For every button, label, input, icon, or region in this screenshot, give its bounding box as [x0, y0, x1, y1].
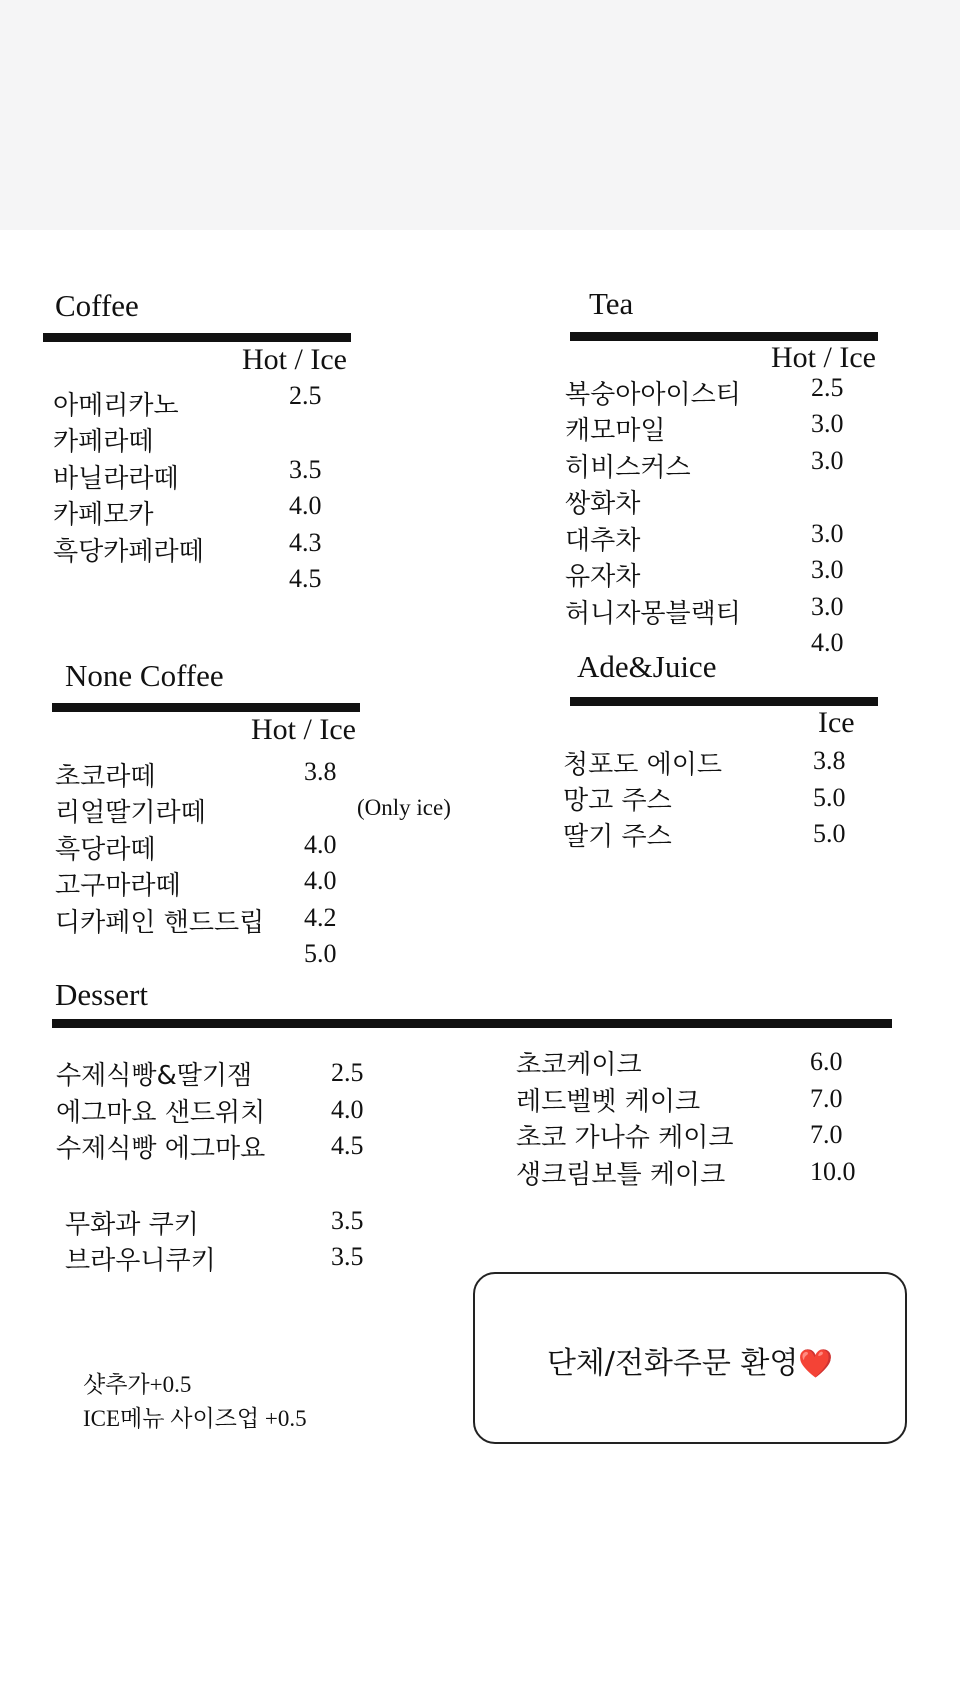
coffee-item: 아메리카노 [53, 391, 179, 421]
coffee-item: 바닐라라떼 [53, 464, 179, 494]
none-coffee-item: 고구마라떼 [55, 871, 181, 901]
coffee-column-header: Hot / Ice [242, 343, 347, 376]
tea-price: 2.5 [811, 373, 844, 402]
dessert-item: 수제식빵&딸기잼 [56, 1061, 253, 1091]
none-coffee-price: 4.0 [304, 830, 337, 859]
cake-item: 레드벨벳 케이크 [516, 1087, 701, 1117]
tea-price: 3.0 [811, 446, 844, 475]
tea-price: 3.0 [811, 592, 844, 621]
heart-icon: ❤️ [798, 1347, 834, 1380]
none-coffee-divider [52, 703, 360, 712]
only-ice-note: (Only ice) [357, 795, 451, 820]
tea-item: 허니자몽블랙티 [565, 599, 741, 629]
ade-juice-item: 딸기 주스 [563, 822, 672, 852]
dessert-divider [52, 1019, 892, 1028]
tea-price: 3.0 [811, 555, 844, 584]
ade-juice-divider [570, 697, 878, 706]
none-coffee-item: 디카페인 핸드드립 [55, 908, 265, 938]
ade-juice-item: 망고 주스 [563, 786, 672, 816]
cookie-price: 3.5 [331, 1206, 364, 1235]
ade-juice-item: 청포도 에이드 [563, 750, 722, 780]
none-coffee-item: 리얼딸기라떼 [55, 798, 206, 828]
top-blank-band [0, 0, 960, 230]
tea-price: 3.0 [811, 409, 844, 438]
cake-price: 7.0 [810, 1120, 843, 1149]
none-coffee-price: 5.0 [304, 939, 337, 968]
coffee-divider [43, 333, 351, 342]
coffee-item: 카페라떼 [53, 427, 154, 457]
cake-price: 6.0 [810, 1047, 843, 1076]
coffee-item: 카페모카 [53, 500, 154, 530]
tea-item: 쌍화차 [565, 489, 641, 519]
tea-divider [570, 332, 878, 341]
group-order-text: 단체/전화주문 환영 [546, 1346, 799, 1381]
extra-shot-note: 샷추가+0.5 [83, 1372, 192, 1397]
group-order-text-line [475, 1338, 905, 1382]
none-coffee-price: 4.0 [304, 866, 337, 895]
tea-item: 히비스커스 [565, 453, 691, 483]
tea-column-header: Hot / Ice [771, 341, 876, 374]
ade-juice-price: 5.0 [813, 783, 846, 812]
none-coffee-price: 4.2 [304, 903, 337, 932]
tea-item: 대추차 [565, 526, 641, 556]
coffee-price: 4.5 [289, 564, 322, 593]
dessert-price: 4.0 [331, 1095, 364, 1124]
cake-item: 초코 가나슈 케이크 [516, 1123, 734, 1153]
dessert-price: 4.5 [331, 1131, 364, 1160]
cake-item: 생크림보틀 케이크 [516, 1160, 726, 1190]
tea-price: 3.0 [811, 519, 844, 548]
cake-price: 10.0 [810, 1157, 856, 1186]
ade-juice-price: 3.8 [813, 746, 846, 775]
dessert-price: 2.5 [331, 1058, 364, 1087]
tea-title: Tea [589, 286, 634, 321]
dessert-title: Dessert [55, 977, 148, 1012]
ade-juice-title: Ade&Juice [577, 649, 717, 684]
cake-item: 초코케이크 [516, 1050, 642, 1080]
coffee-price: 2.5 [289, 381, 322, 410]
cookie-price: 3.5 [331, 1242, 364, 1271]
cake-price: 7.0 [810, 1084, 843, 1113]
none-coffee-item: 흑당라떼 [55, 835, 156, 865]
coffee-price: 4.3 [289, 528, 322, 557]
ade-juice-price: 5.0 [813, 819, 846, 848]
dessert-item: 에그마요 샌드위치 [56, 1098, 266, 1128]
none-coffee-item: 초코라떼 [55, 762, 156, 792]
tea-item: 유자차 [565, 562, 641, 592]
tea-item: 복숭아아이스티 [565, 380, 741, 410]
coffee-item: 흑당카페라떼 [53, 537, 204, 567]
ice-size-up-note: ICE메뉴 사이즈업 +0.5 [83, 1406, 307, 1431]
group-order-banner [473, 1272, 907, 1444]
none-coffee-title: None Coffee [65, 658, 224, 693]
cookie-item: 무화과 쿠키 [65, 1210, 199, 1240]
none-coffee-price: 3.8 [304, 757, 337, 786]
coffee-title: Coffee [55, 288, 139, 323]
tea-item: 캐모마일 [565, 416, 666, 446]
cookie-item: 브라우니쿠키 [65, 1246, 216, 1276]
coffee-price: 3.5 [289, 455, 322, 484]
dessert-item: 수제식빵 에그마요 [56, 1134, 266, 1164]
none-coffee-column-header: Hot / Ice [251, 713, 356, 746]
ade-juice-column-header: Ice [818, 706, 855, 739]
coffee-price: 4.0 [289, 491, 322, 520]
tea-price: 4.0 [811, 628, 844, 657]
